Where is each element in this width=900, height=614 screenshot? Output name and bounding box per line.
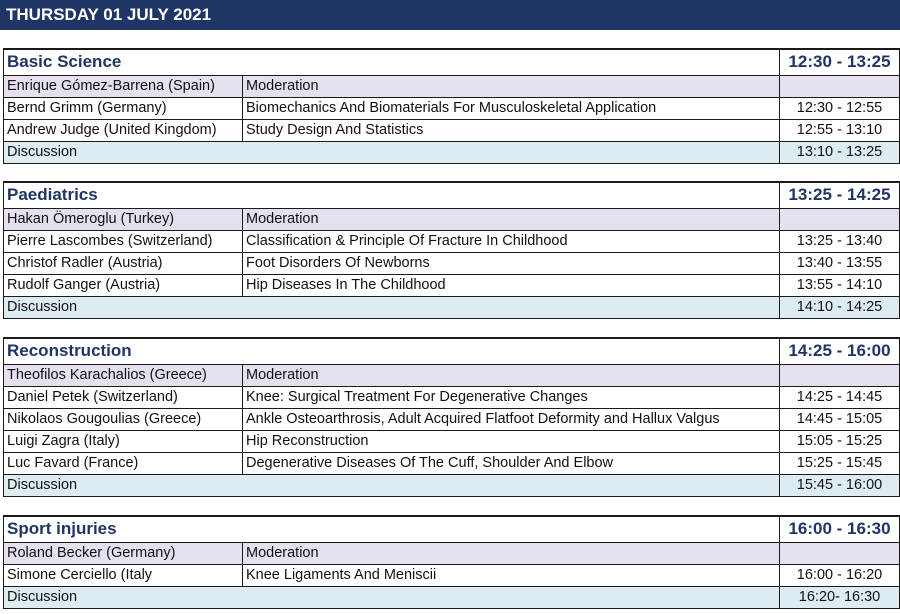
talk-topic: Study Design And Statistics [243,119,780,141]
talk-row [4,430,900,452]
speaker-name: Bernd Grimm (Germany) [4,97,243,119]
talk-topic: Knee Ligaments And Meniscii [243,564,780,586]
moderator-name: Enrique Gómez-Barrena (Spain) [4,75,243,97]
talk-topic: Knee: Surgical Treatment For Degenerative Changes [243,386,780,408]
speaker-name: Pierre Lascombes (Switzerland) [4,230,243,252]
moderation-time [780,364,900,386]
moderator-name: Theofilos Karachalios (Greece) [4,364,243,386]
talk-topic: Classification & Principle Of Fracture In Childhood [243,230,780,252]
talk-topic: Ankle Osteoarthrosis, Adult Acquired Flatfoot Deformity and Hallux Valgus [243,408,780,430]
talk-time: 16:00 - 16:20 [780,564,900,586]
talk-time: 15:05 - 15:25 [780,430,900,452]
talk-row [4,252,900,274]
speaker-name: Christof Radler (Austria) [4,252,243,274]
talk-row [4,408,900,430]
moderation-time [780,542,900,564]
session-header [4,182,900,208]
discussion-time: 14:10 - 14:25 [780,296,900,318]
talk-time: 14:45 - 15:05 [780,408,900,430]
talk-topic: Foot Disorders Of Newborns [243,252,780,274]
talk-row [4,230,900,252]
moderation-label: Moderation [243,364,780,386]
discussion-label: Discussion [4,296,780,318]
talk-time: 12:55 - 13:10 [780,119,900,141]
session-table-basic-science [3,48,900,164]
session-time: 12:30 - 13:25 [780,49,900,75]
talk-row [4,386,900,408]
talk-topic: Hip Reconstruction [243,430,780,452]
moderator-name: Hakan Ömeroglu (Turkey) [4,208,243,230]
session-table-paediatrics [3,181,900,319]
talk-row [4,274,900,296]
talk-time: 14:25 - 14:45 [780,386,900,408]
moderation-row [4,542,900,564]
discussion-row [4,296,900,318]
discussion-label: Discussion [4,141,780,163]
speaker-name: Nikolaos Gougoulias (Greece) [4,408,243,430]
moderation-row [4,364,900,386]
speaker-name: Daniel Petek (Switzerland) [4,386,243,408]
discussion-time: 13:10 - 13:25 [780,141,900,163]
session-title: Sport injuries [4,516,780,542]
talk-row [4,564,900,586]
discussion-label: Discussion [4,474,780,496]
session-title: Reconstruction [4,338,780,364]
moderation-label: Moderation [243,208,780,230]
moderation-row [4,208,900,230]
discussion-row [4,141,900,163]
session-table-sport-injuries [3,515,900,609]
moderation-time [780,75,900,97]
moderation-row [4,75,900,97]
moderation-time [780,208,900,230]
discussion-time: 15:45 - 16:00 [780,474,900,496]
talk-topic: Degenerative Diseases Of The Cuff, Shoulder And Elbow [243,452,780,474]
session-title: Paediatrics [4,182,780,208]
day-title: THURSDAY 01 JULY 2021 [0,0,900,30]
talk-row [4,452,900,474]
moderator-name: Roland Becker (Germany) [4,542,243,564]
talk-topic: Biomechanics And Biomaterials For Musculoskeletal Application [243,97,780,119]
speaker-name: Luigi Zagra (Italy) [4,430,243,452]
session-header [4,49,900,75]
session-header [4,338,900,364]
speaker-name: Simone Cerciello (Italy [4,564,243,586]
talk-topic: Hip Diseases In The Childhood [243,274,780,296]
session-table-reconstruction [3,337,900,497]
session-time: 14:25 - 16:00 [780,338,900,364]
speaker-name: Rudolf Ganger (Austria) [4,274,243,296]
session-time: 13:25 - 14:25 [780,182,900,208]
talk-time: 15:25 - 15:45 [780,452,900,474]
moderation-label: Moderation [243,542,780,564]
speaker-name: Luc Favard (France) [4,452,243,474]
session-time: 16:00 - 16:30 [780,516,900,542]
talk-row [4,119,900,141]
session-header [4,516,900,542]
talk-row [4,97,900,119]
talk-time: 13:25 - 13:40 [780,230,900,252]
speaker-name: Andrew Judge (United Kingdom) [4,119,243,141]
discussion-row [4,586,900,608]
discussion-row [4,474,900,496]
discussion-time: 16:20- 16:30 [780,586,900,608]
talk-time: 13:55 - 14:10 [780,274,900,296]
moderation-label: Moderation [243,75,780,97]
talk-time: 12:30 - 12:55 [780,97,900,119]
discussion-label: Discussion [4,586,780,608]
talk-time: 13:40 - 13:55 [780,252,900,274]
session-title: Basic Science [4,49,780,75]
